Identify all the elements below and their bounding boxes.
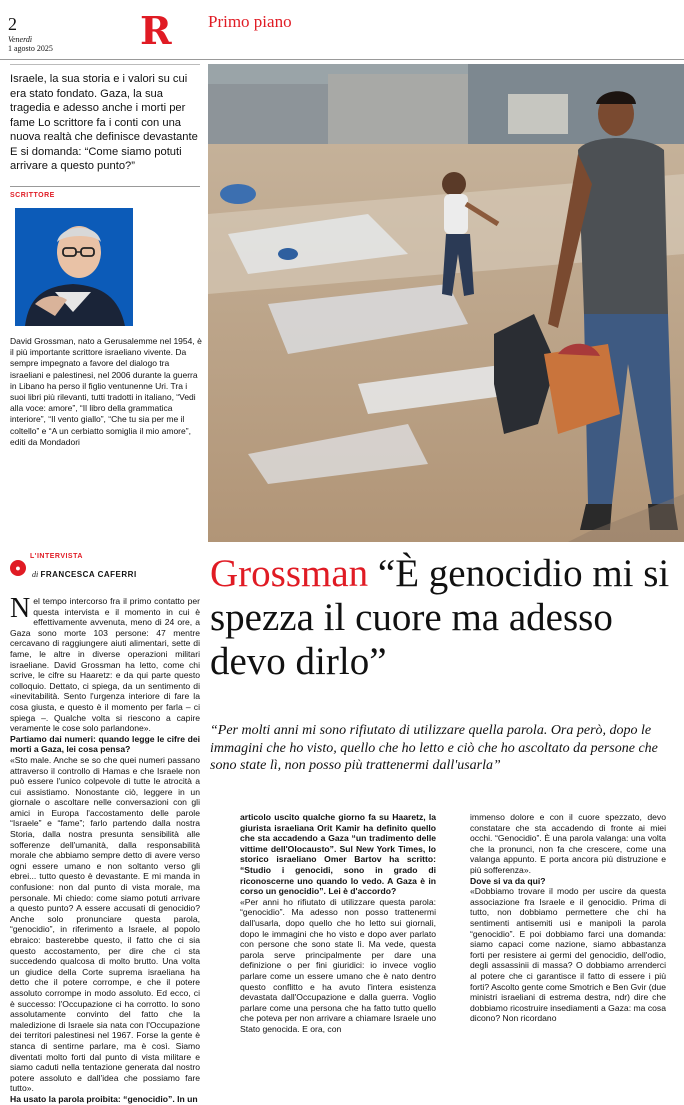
author-bio: David Grossman, nato a Gerusalemme nel 1954, è il più importante scrittore israeliano vivente. Da sempre impegnato a favore del dialogo tra israeliani e palestinesi, nel 2006 durante la guerra in Libano ha perso il figlio ventunenne Uri. Tra i suoi libri più rilevanti, tutti tradotti in italiano, “Vedi alla voce: amore”, “Il libro della grammatica interiore”, “Il vento giallo”, “Che tu sia per me il coltello” e “A un cerbiatto somiglia il mio amore”, editi da Mondadori [10, 336, 202, 447]
author-portrait [15, 208, 133, 326]
newspaper-logo: R [140, 8, 172, 53]
gaza-photo [208, 64, 684, 542]
photo-scene [208, 64, 684, 542]
headline-name: Grossman [210, 552, 369, 595]
body-column-3 [470, 812, 666, 1024]
portrait-image [15, 208, 133, 326]
issue-day: Venerdì [8, 35, 33, 44]
question-3: Dove si va da qui? [470, 875, 546, 886]
interview-tag: L'INTERVISTA [30, 553, 83, 560]
drop-cap: N [10, 593, 31, 624]
byline [32, 570, 137, 579]
answer-2: «Per anni ho rifiutato di utilizzare questa parola: “genocidio”. Ma adesso non posso trattenermi dall'usarla, dopo quello che ho letto sui giornali, dopo le immagini che ho visto e dopo aver parlato con persone che sono state lì. Ma vede, questa parola serve principalmente per dare una definizione o per fini giuridici: io invece voglio parlare come un essere umano che è nato dentro questo conflitto e ha avuto l'intera esistenza devastata dall'Occupazione e dalla guerra. Voglio parlare come una persona che ha fatto tutto quello che poteva per non arrivare a chiamare Israele uno Stato genocida. E ora, con [240, 896, 436, 1034]
body-column-2 [240, 812, 436, 1034]
headline [210, 552, 680, 684]
standfirst: “Per molti anni mi sono rifiutato di utilizzare quella parola. Ora però, dopo le immagini che ho visto, quello che ho letto e ciò che ho ascoltato da persone che sono state lì, non posso più trattenermi dall'usarla” [210, 723, 658, 773]
issue-date: 1 agosto 2025 [8, 44, 53, 53]
answer-3: «Dobbiamo trovare il modo per uscire da questa associazione fra Israele e il genocidio. Prima di tutto, non dobbiamo permettere che chi ha sentimenti antisemiti usi e manipoli la parola “genocidio”. E poi dobbiamo farci una domanda: siamo capaci come nazione, siamo abbastanza forti per resistere ai germi del genocidio, dell'odio, degli assassinii di massa? O dobbiamo arrenderci al potere che ci garantisce il fatto di essere i più forti? Ascolto gente come Smotrich e Ben Gvir (due ministri israeliani di estrema destra, ndr) dire che dobbiamo ricostruire insediamenti a Gaza: ma cosa dicono? Non ricordano [470, 886, 666, 1024]
page-header [0, 0, 684, 60]
page-number: 2 [8, 14, 17, 34]
article-summary: Israele, la sua storia e i valori su cui era stato fondato. Gaza, la sua tragedia e adesso anche i morti per fame Lo scrittore fa i conti con una nuova realtà che definisce devastante E si domanda: “Come siamo potuti arrivare a questo punto?” [10, 73, 198, 172]
byline-prefix: di [32, 570, 39, 579]
intro-text: el tempo intercorso fra il primo contatto per questa intervista e il momento in cui è effettivamente avvenuta, meno di 24 ore, a Gaza sono morte 103 persone: 47 mentre cercavano di raggiungere aiuti alimentari, sette di fame, le altre in diverse operazioni militari israeliane. David Grossman ha letto, come chi scrive, le cifre su Haaretz: e da qui parte questo colloquio. Dettato, ci spiega, da un sentimento di «inevitabilità. Sento l'urgenza interiore di fare la cosa giusta, e questo è il momento per farla – ci spiega –. Qualche volta si riescono a capire veramente le cose solo parlandone». [10, 596, 200, 734]
microphone-icon: ● [10, 560, 26, 576]
body-intro [10, 593, 200, 734]
headline-quote: “È genocidio mi si spezza il cuore ma adesso devo dirlo” [210, 552, 670, 683]
question-2-continued: articolo uscito qualche giorno fa su Haaretz, la giurista israeliana Orit Kamir ha definito quello che sta accadendo a Gaza “un tradimento delle vittime dell'Olocausto”. Sul New York Times, lo storico israeliano Omer Bartov ha scritto: “Studio i genocidi, sono in grado di riconoscerne uno quando lo vedo. A Gaza è in corso un genocidio”. Lei è d'accordo? [240, 812, 436, 897]
section-title: Primo piano [208, 12, 292, 31]
body-column-1 [10, 593, 200, 1105]
byline-author: FRANCESCA CAFERRI [40, 570, 137, 579]
question-2: Ha usato la parola proibita: “genocidio”. In un [10, 1093, 198, 1104]
answer-2-continued: immenso dolore e con il cuore spezzato, devo constatare che sta accadendo di fronte ai miei occhi. “Genocidio”. È una parola valanga: una volta che la pronunci, non fa che crescere, come una valanga appunto. E porta ancora più distruzione e più sofferenza». [470, 812, 666, 875]
author-tag: SCRITTORE [10, 186, 200, 199]
answer-1: «Sto male. Anche se so che quei numeri passano attraverso il controllo di Hamas e che Israele non può essere l'unico colpevole di tutte le atrocità a cui assistiamo. Nonostante ciò, leggere in un giornale o ascoltare nelle conversazioni con gli amici in Europa l'accostamento delle parole “Israele” e “fame”; farlo partendo dalla nostra Storia, dalla nostra presunta sensibilità alle sofferenze dell'umanità, dalla responsabilità morale che abbiamo sempre detto di avere verso ogni essere umano e non soltanto verso gli ebrei... tutto questo è devastante. E mi manda in confusione: non dal punto di vista morale, ma personale. Mi chiedo: come siamo potuti arrivare a questo punto? A essere accusati di genocidio? Anche solo pronunciare questa parola, “genocidio”, in riferimento a Israele, al popolo ebraico: basterebbe questo, il fatto che ci sia questo accostamento, per dire che ci sta succedendo qualcosa di molto brutto. Una volta un giudice della Corte suprema israeliana ha detto che il potere corrompe, e che il potere assoluto corrompe in modo assoluto. Ed ecco, ci è successo: l'Occupazione ci ha corrotto. Io sono assolutamente convinto del fatto che la maledizione di Israele sia nata con l'Occupazione dei territori palestinesi nel 1967. Forse la gente è stanca di sentirne parlare, ma è così. Siamo diventati molto forti dal punto di vista militare e siamo caduti nella tentazione generata dal nostro potere assoluto e dall'idea che possiamo fare tutto». [10, 754, 200, 1094]
question-1: Partiamo dai numeri: quando legge le cifre dei morti a Gaza, lei cosa pensa? [10, 733, 200, 755]
summary-divider [10, 64, 200, 65]
